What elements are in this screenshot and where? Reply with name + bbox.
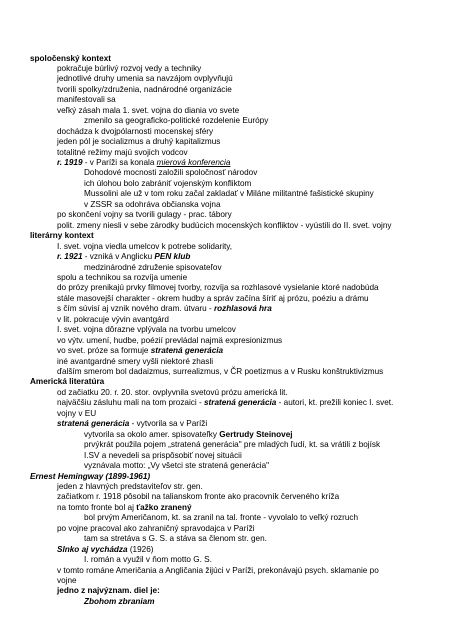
text-run: vytvorila sa okolo amer. spisovateľky	[84, 429, 220, 439]
text-line	[57, 95, 116, 105]
text-run: Dohodové mocnosti založili spoločnosť národov	[84, 168, 258, 178]
text-line	[57, 586, 160, 596]
text-run: ďalším smerom bol dadaizmus, surrealizmus, v ČR poetizmus a v Rusku konštruktivizmus	[57, 367, 384, 376]
text-line	[57, 283, 379, 293]
text-run: stratená generácia	[203, 398, 277, 408]
text-run: na tomto fronte bol aj	[57, 502, 137, 512]
text-run: stratená generácia	[150, 346, 224, 356]
text-run: od začiatku 20. r. 20. stor. ovplyvnila svetovú prózu americká lit.	[57, 387, 288, 397]
text-line	[84, 430, 293, 440]
text-line	[57, 221, 391, 231]
text-line	[57, 304, 272, 314]
text-line	[30, 231, 94, 241]
text-run: Americká literatúra	[30, 377, 105, 387]
text-line	[57, 409, 96, 419]
text-line	[57, 524, 255, 534]
text-run: veľký zásah mala 1. svet. vojna do diania vo svete	[57, 105, 240, 115]
text-run: v tomto románe Američania a Angličania žijúci v Paríži, prekonávajú psych. sklamanie po	[57, 565, 379, 575]
text-line	[57, 158, 230, 168]
text-run: - vytvorila sa v Paríži	[129, 419, 208, 429]
text-line	[57, 106, 239, 116]
text-run: Ernest Hemingway (1899-1961)	[30, 471, 151, 481]
text-run: vo výtv. umení, hudbe, poézií prevládal najmä expresionizmus	[57, 335, 283, 345]
text-run: najväčšiu zásluhu mali na tom prozaici -	[57, 398, 204, 408]
text-line	[57, 252, 190, 262]
text-line	[84, 263, 222, 273]
text-line	[57, 346, 223, 356]
text-run: r. 1919	[57, 158, 83, 167]
text-run: PEN klub	[154, 252, 191, 262]
text-run: stratená generácia	[57, 419, 130, 429]
text-run: po skončení vojny sa tvorili gulagy - prac. tábory	[57, 210, 232, 220]
text-run: iné avantgardné smery vyšli niektoré zhasli	[57, 356, 214, 366]
text-line	[57, 482, 203, 492]
text-run: jeden z hlavných predstaviteľov str. gen.	[57, 481, 203, 491]
text-run: jedno z najvýznam. diel je:	[57, 586, 160, 596]
text-run: spoločenský kontext	[30, 53, 111, 63]
text-run: I. svet. vojna viedla umelcov k potrebe solidarity,	[57, 241, 233, 251]
text-run: Mussolini ale už v tom roku začal zakladať v Miláne militantné fašistické skupiny	[84, 189, 374, 199]
text-run: dochádza k dvojpólarnosti mocenskej sféry	[57, 126, 214, 136]
text-run: manifestovali sa	[57, 95, 116, 105]
text-run: totalitné režimy majú svojich vodcov	[57, 147, 188, 157]
text-line	[57, 388, 288, 398]
text-line	[57, 367, 383, 377]
text-line	[84, 200, 221, 210]
text-run: po vojne pracoval ako zahraničný spravodajca v Paríži	[57, 523, 255, 533]
text-run: s čím súvisí aj vznik nového dram. útvaru -	[57, 304, 214, 314]
text-line	[57, 273, 187, 283]
text-line	[84, 555, 212, 565]
text-line	[57, 492, 339, 502]
text-line	[57, 419, 207, 429]
text-run: do prózy prenikajú prvky filmovej tvorby, rozvíja sa rozhlasové vysielanie ktoré nadobúda	[57, 283, 379, 293]
text-run: stále masovejší charakter - okrem hudby a správ začína šíriť aj prózu, poéziu a drámu	[57, 293, 369, 303]
text-line	[57, 315, 169, 325]
text-line	[57, 74, 233, 84]
text-run: Slnko aj vychádza	[57, 544, 128, 554]
text-line	[30, 377, 104, 387]
text-line	[57, 336, 282, 346]
text-line	[84, 189, 374, 199]
text-line	[57, 503, 192, 513]
text-run: bol prvým Američanom, kt. sa zranil na tal. fronte - vyvolalo to veľký rozruch	[84, 513, 359, 523]
text-run: - autori, kt. prežili koniec I. svet.	[276, 398, 394, 408]
text-run: pokračuje búrlivý rozvoj vedy a techniky	[57, 63, 202, 73]
text-run: vojne	[57, 576, 77, 585]
text-run: I.SV a nevedeli sa prispôsobiť novej situácii	[84, 450, 242, 460]
text-line	[57, 242, 232, 252]
text-run: - v Paríži sa konala	[82, 158, 157, 167]
text-run: I. svet. vojna dôrazne vplývala na tvorbu umelcov	[57, 325, 236, 335]
text-run: ťažko zranený	[136, 502, 192, 512]
text-run: vo svet. próze sa formuje	[57, 346, 151, 356]
text-line	[84, 513, 358, 523]
text-run: začiatkom r. 1918 pôsobil na talianskom fronte ako pracovník červeného kríža	[57, 492, 340, 502]
text-line	[30, 472, 150, 482]
text-run: ich úlohou bolo zabrániť vojenským konfliktom	[84, 178, 252, 188]
text-line	[84, 168, 257, 178]
text-run: - vzniká v Anglicku	[82, 252, 155, 262]
text-line	[84, 597, 155, 607]
text-run: literárny kontext	[30, 231, 94, 241]
text-run: rozhlasová hra	[213, 304, 272, 314]
text-run: medzinárodné združenie spisovateľov	[84, 262, 222, 272]
text-line	[57, 85, 232, 95]
text-line	[57, 294, 369, 304]
text-line	[57, 325, 236, 335]
text-run: jeden pól je socializmus a druhý kapitalizmus	[57, 137, 221, 147]
text-run: Gertrudy Steinovej	[219, 429, 293, 439]
text-run: prvýkrát použila pojem „stratená generácia" pre mladých ľudí, kt. sa vrátili z bojísk	[84, 440, 381, 450]
text-run: mierová konferencia	[156, 158, 231, 167]
text-line	[57, 137, 220, 147]
text-line	[84, 461, 269, 471]
text-line	[57, 210, 232, 220]
text-line	[57, 545, 154, 555]
text-line	[84, 179, 251, 189]
text-line	[57, 357, 213, 367]
text-run: v lit. pokracuje vývin avantgárd	[57, 314, 169, 324]
text-run: zmenilo sa geograficko-politické rozdelenie Európy	[84, 116, 269, 126]
text-line	[84, 451, 242, 461]
text-line	[84, 440, 380, 450]
text-line	[84, 116, 268, 126]
text-line	[30, 54, 111, 64]
text-run: polit. zmeny niesli v sebe zárodky budúcich mocenských konfliktov - vyústili do II. svet. vojny	[57, 220, 392, 230]
text-run: vojny v EU	[57, 408, 97, 418]
text-run: r. 1921	[57, 252, 83, 262]
text-line	[57, 127, 213, 137]
text-run: spolu a technikou sa rozvíja umenie	[57, 272, 188, 282]
text-run: tam sa stretáva s G. S. a stáva sa členom str. gen.	[84, 534, 267, 544]
text-run: I. román a využil v ňom motto G. S.	[84, 555, 212, 565]
text-run: Zbohom zbraniam	[84, 596, 155, 606]
text-run: tvorili spolky/združenia, nadnárodné organizácie	[57, 84, 232, 94]
text-line	[57, 148, 188, 158]
text-line	[57, 566, 379, 576]
text-run: vyznávala motto: „Vy všetci ste stratená generácia"	[84, 461, 270, 471]
text-run: (1926)	[127, 544, 154, 554]
text-line	[84, 534, 267, 544]
text-line	[57, 64, 201, 74]
text-line	[57, 576, 77, 586]
text-line	[57, 398, 393, 408]
text-run: v ZSSR sa odohráva občianska vojna	[84, 199, 221, 209]
text-run: jednotlivé druhy umenia sa navzájom ovplyvňujú	[57, 74, 233, 84]
